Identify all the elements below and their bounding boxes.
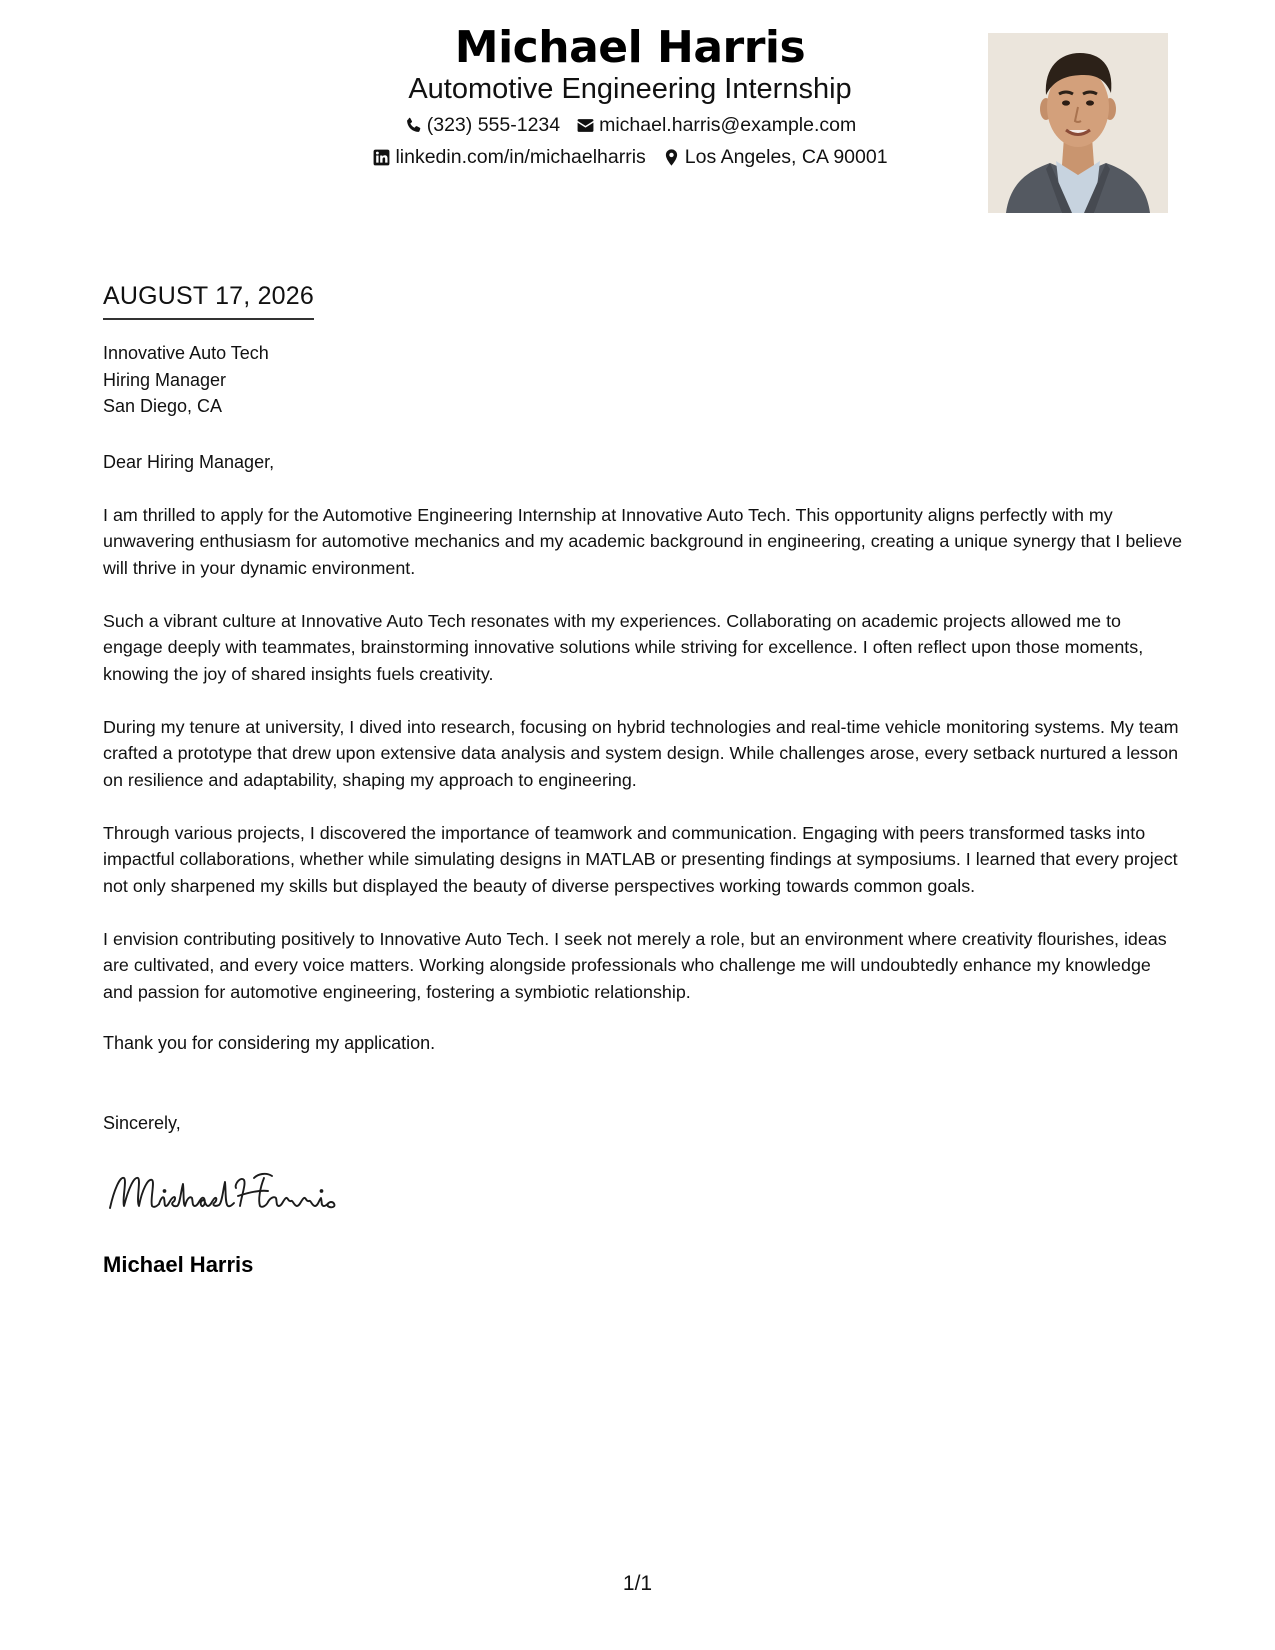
handwritten-signature — [104, 1160, 364, 1230]
contact-location — [662, 144, 888, 170]
contact-email[interactable] — [576, 112, 856, 138]
email-text: michael.harris@example.com — [599, 114, 857, 136]
letter-date: AUGUST 17, 2026 — [103, 280, 314, 320]
recipient-role: Hiring Manager — [103, 369, 227, 390]
phone-icon — [404, 116, 423, 135]
closing-line: Thank you for considering my application. — [103, 1033, 436, 1053]
applicant-name: Michael Harris — [454, 22, 806, 73]
phone-text: (323) 555-1234 — [426, 114, 561, 136]
position-title: Automotive Engineering Internship — [408, 73, 852, 105]
contact-phone[interactable] — [404, 112, 560, 138]
sign-off: Sincerely, — [103, 1113, 181, 1133]
recipient-location: San Diego, CA — [103, 396, 223, 416]
map-pin-icon — [662, 148, 681, 167]
page-number: 1/1 — [622, 1572, 653, 1595]
recipient-block — [103, 340, 269, 420]
letter-body — [103, 502, 1183, 1032]
envelope-icon — [576, 116, 595, 135]
signer-name: Michael Harris — [103, 1252, 254, 1277]
body-paragraph-4: Through various projects, I discovered the importance of teamwork and communication. Engaging with peers transformed tasks into impactful collaborations, whether while simulating designs in MATLAB or presenting findings at symposiums. I learned that every project not only sharpened my skills but displayed the beauty of diverse perspectives working towards common goals. — [103, 823, 1178, 896]
body-paragraph-3: During my tenure at university, I dived into research, focusing on hybrid technologies and real-time vehicle monitoring systems. My team crafted a prototype that drew upon extensive data analysis and system design. While challenges arose, every setback nurtured a lesson on resilience and adaptability, shaping my approach to engineering. — [103, 717, 1179, 790]
contact-linkedin[interactable] — [372, 144, 645, 170]
salutation: Dear Hiring Manager, — [103, 452, 275, 472]
linkedin-text: linkedin.com/in/michaelharris — [395, 146, 646, 168]
body-paragraph-2: Such a vibrant culture at Innovative Auto Tech resonates with my experiences. Collaborating on academic projects allowed me to engage deeply with teammates, brainstorming innovative solutions while striving for excellence. I often reflect upon those moments, knowing the joy of shared insights fuels creativity. — [103, 611, 1144, 684]
linkedin-icon — [372, 148, 391, 167]
location-text: Los Angeles, CA 90001 — [684, 146, 888, 168]
body-paragraph-5: I envision contributing positively to Innovative Auto Tech. I seek not merely a role, but an environment where creativity flourishes, ideas are cultivated, and every voice matters. Working alongside professionals who challenge me will undoubtedly enhance my knowledge and passion for automotive engineering, fostering a symbiotic relationship. — [103, 929, 1167, 1002]
portrait-illustration — [988, 33, 1168, 213]
letter-header — [0, 0, 1275, 220]
body-paragraph-1: I am thrilled to apply for the Automotive Engineering Internship at Innovative Auto Tech. This opportunity aligns perfectly with my unwavering enthusiasm for automotive mechanics and my academic background in engineering, creating a unique synergy that I believe will thrive in your dynamic environment. — [103, 505, 1183, 578]
profile-photo — [988, 33, 1168, 213]
signature-graphic — [104, 1160, 364, 1230]
recipient-company: Innovative Auto Tech — [103, 343, 269, 363]
